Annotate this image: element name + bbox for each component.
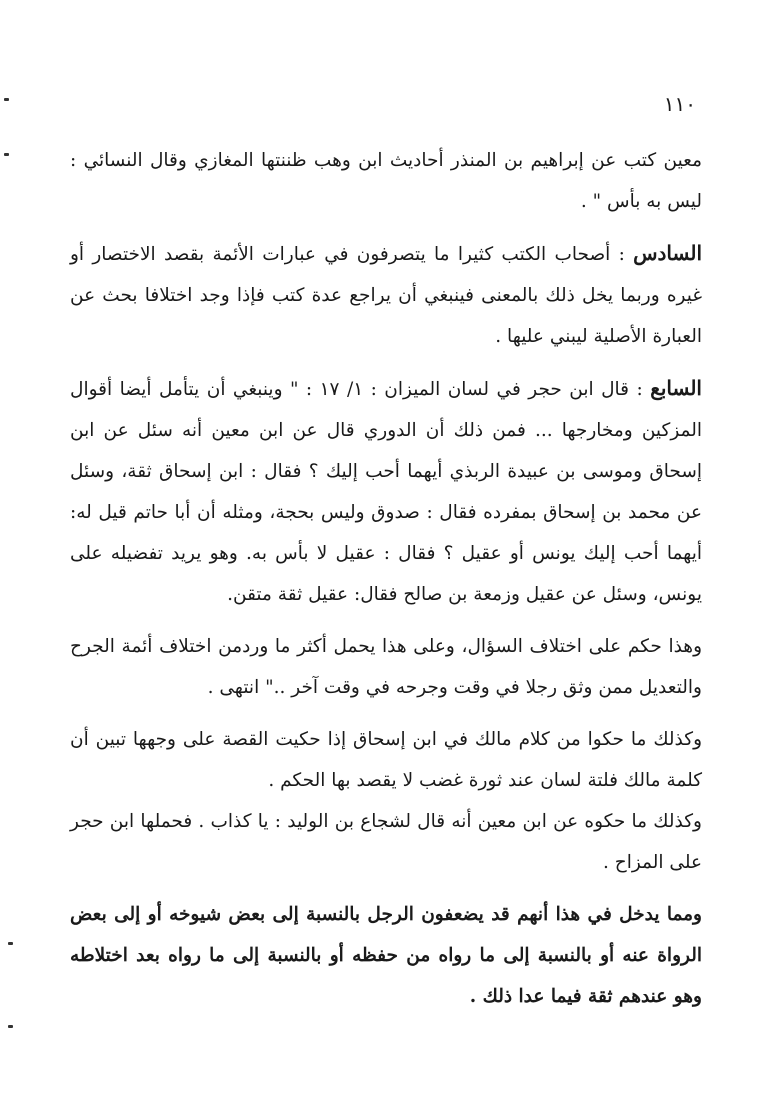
paragraph-1: معين كتب عن إبراهيم بن المنذر أحاديث ابن وهب ظننتها المغازي وقال النسائي : ليس به بأس " . — [70, 150, 702, 212]
paragraph-2-label: السادس — [633, 241, 702, 265]
margin-mark-3 — [8, 942, 13, 945]
page-body — [70, 140, 702, 1017]
paragraph-2-text: : أصحاب الكتب كثيرا ما يتصرفون في عبارات الأئمة بقصد الاختصار أو غيره وربما يخل ذلك بالمعنى فينبغي أن يراجع عدة كتب فإذا وجد اختلافا بحث عن العبارة الأصلية ليبني عليها . — [70, 244, 702, 347]
margin-mark-2 — [4, 153, 9, 156]
margin-mark-1 — [4, 98, 9, 101]
paragraph-3-label: السابع — [650, 376, 702, 400]
paragraph-4: وهذا حكم على اختلاف السؤال، وعلى هذا يحمل أكثر ما وردمن اختلاف أئمة الجرح والتعديل ممن وثق رجلا في وقت وجرحه في وقت آخر .." انتهى . — [70, 636, 702, 698]
paragraph-6: وكذلك ما حكوه عن ابن معين أنه قال لشجاع بن الوليد : يا كذاب . فحملها ابن حجر على المزاح . — [70, 811, 702, 873]
paragraph-7: ومما يدخل في هذا أنهم قد يضعفون الرجل بالنسبة إلى بعض شيوخه أو إلى بعض الرواة عنه أو بالنسبة إلى ما رواه من حفظه أو بالنسبة إلى ما رواه بعد اختلاطه وهو عندهم ثقة فيما عدا ذلك . — [70, 904, 702, 1007]
page-number: ١١٠ — [663, 92, 696, 116]
paragraph-3-text: : قال ابن حجر في لسان الميزان : ١/ ١٧ : " وينبغي أن يتأمل أيضا أقوال المزكين ومخارجها ... فمن ذلك أن الدوري قال عن ابن معين أنه سئل عن ابن إسحاق وموسى بن عبيدة الربذي أيهما أحب إليك ؟ فقال : ابن إسحاق ثقة، وسئل عن محمد بن إسحاق بمفرده فقال : صدوق وليس بحجة، ومثله أن أبا حاتم قيل له: أيهما أحب إليك يونس أو عقيل ؟ فقال : عقيل لا بأس به. وهو يريد تفضيله على يونس، وسئل عن عقيل وزمعة بن صالح فقال: عقيل ثقة متقن. — [70, 379, 702, 605]
margin-mark-4 — [8, 1025, 13, 1028]
paragraph-5: وكذلك ما حكوا من كلام مالك في ابن إسحاق إذا حكيت القصة على وجهها تبين أن كلمة مالك فلتة لسان عند ثورة غضب لا يقصد بها الحكم . — [70, 729, 702, 791]
paragraph-3 — [70, 368, 702, 615]
paragraph-2 — [70, 233, 702, 357]
